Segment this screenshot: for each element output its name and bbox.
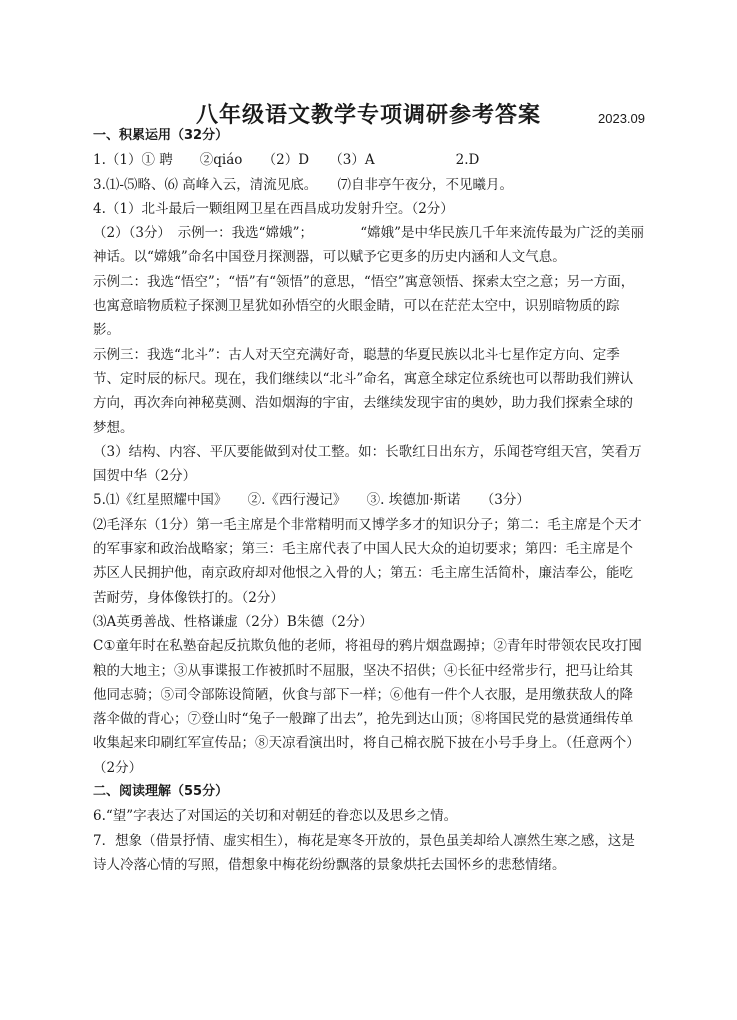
answer-line-q4-2-example2: 示例二：我选“悟空”；“悟”有“领悟”的意思，“悟空”寓意领悟、探索太空之意；另一方面，也寓意暗物质粒子探测卫星犹如孙悟空的火眼金睛，可以在茫茫太空中，识别暗物质的踪影。 [93,273,635,339]
answer-line-q4-2-example1: （2）（3分） 示例一：我选“嫦娥”； “嫦娥”是中华民族几千年来流传最为广泛的美丽神话。以“嫦娥”命名中国登月探测器，可以赋予它更多的历史内涵和人文气息。 [93,225,645,266]
answer-line-q5-2: ⑵毛泽东（1分）第一毛主席是个非常精明而又博学多才的知识分子；第二：毛主席是个天才的军事家和政治战略家；第三：毛主席代表了中国人民大众的迫切要求；第四：毛主席是个苏区人民拥护他，南京政府却对他恨之入骨的人；第五：毛主席生活简朴，廉洁奉公，能吃苦耐劳，身体像铁打的。（2分） [93,516,642,606]
answer-line-q5-c: C①童年时在私塾奋起反抗欺负他的老师，将祖母的鸦片烟盘踢掉；②青年时带领农民攻打囤粮的大地主；③从事谍报工作被抓时不屈服，坚决不招供；④长征中经常步行，把马让给其他同志骑；⑤司令部陈设简陋，伙食与部下一样；⑥他有一件个人衣服，是用缴获敌人的降落伞做的背心；⑦登山时“兔子一般蹿了出去”，抢先到达山顶；⑧将国民党的悬赏通缉传单收集起来印刷红军宣传品；⑧天凉看演出时，将自己棉衣脱下披在小号手身上。（任意两个）（2分） [93,638,642,776]
answer-line-q4-3: （3）结构、内容、平仄要能做到对仗工整。如：长歌红日出东方，乐闻苍穹组天宫，笑看万国贺中华（2分） [93,443,642,485]
answer-line-q3: 3.⑴-⑸略、⑹ 高峰入云，清流见底。 ⑺自非亭午夜分，不见曦月。 [93,176,513,193]
answer-line-q6: 6.“望”字表达了对国运的关切和对朝廷的眷恋以及思乡之情。 [93,808,458,825]
section-heading-1: 一、积累运用（32分） [93,128,229,143]
answer-line-q5-1: 5.⑴《红星照耀中国》 ②.《西行漫记》 ③. 埃德加·斯诺 （3分） [93,492,530,509]
answer-content [93,124,645,877]
document-date: 2023.09 [598,111,645,126]
answer-line-q1-2: 1.（1）① 聘 ②qiáo （2）D （3）A 2.D [93,152,480,169]
answer-line-q4-1: 4.（1）北斗最后一颗组网卫星在西昌成功发射升空。（2分） [93,200,454,217]
answer-line-q5-3: ⑶A英勇善战、性格谦虚（2分）B朱德（2分） [93,613,373,630]
document-title: 八年级语文教学专项调研参考答案 [195,103,541,128]
answer-line-q4-2-example3: 示例三：我选“北斗”：古人对天空充满好奇，聪慧的华夏民族以北斗七星作定方向、定季节、定时辰的标尺。现在，我们继续以“北斗”命名，寓意全球定位系统也可以帮助我们辨认方向，再次奔向神秘莫测、浩如烟海的宇宙，去继续发现宇宙的奥妙，助力我们探索全球的梦想。 [93,346,634,436]
section-heading-2: 二、阅读理解（55分） [93,784,229,800]
answer-line-q7: 7．想象（借景抒情、虚实相生），梅花是寒冬开放的，景色虽美却给人凛然生寒之感，这是诗人冷落心情的写照，借想象中梅花纷纷飘落的景象烘托去国怀乡的悲愁情绪。 [93,832,635,873]
